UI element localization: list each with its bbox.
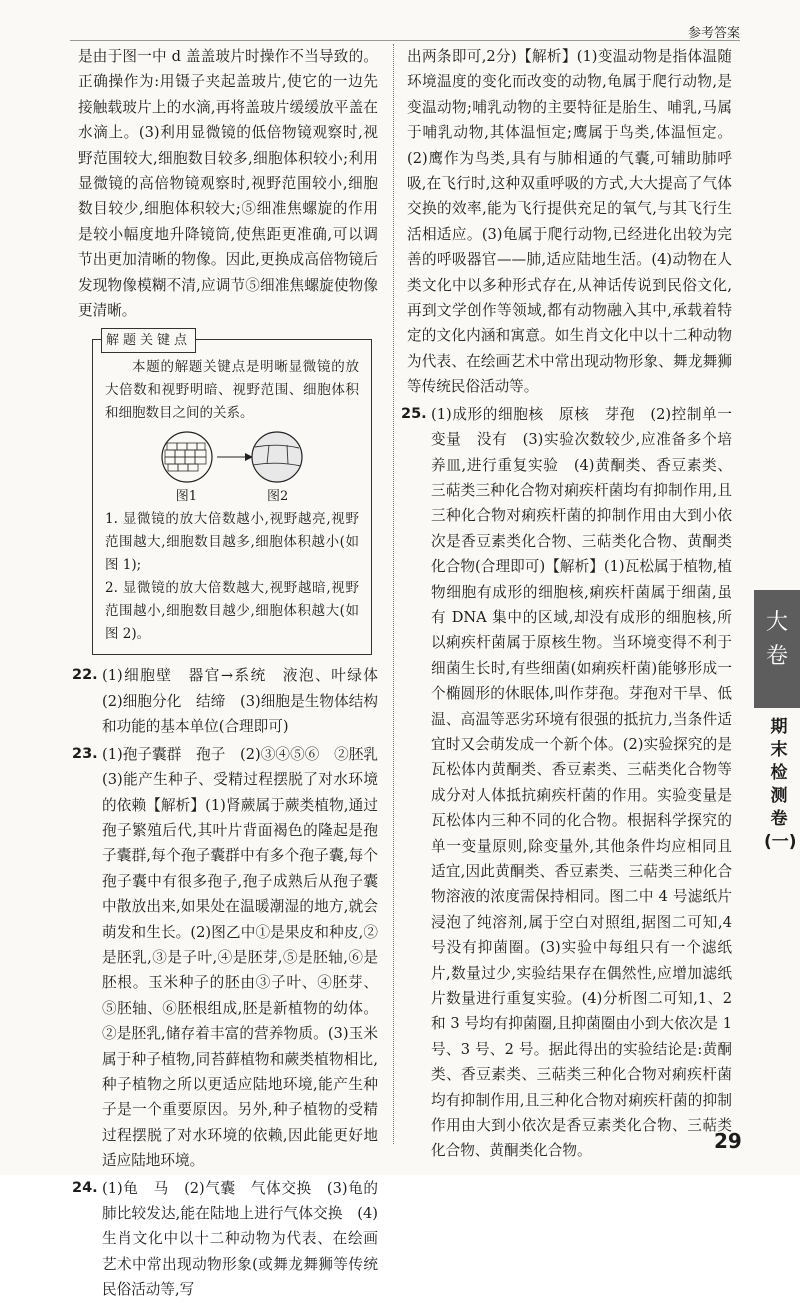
figure-1-caption: 图1	[175, 489, 197, 505]
microscope-figure	[105, 429, 359, 485]
right-column	[401, 44, 732, 1164]
key-point-text: 本题的解题关键点是明晰显微镜的放大倍数和视野明暗、视野范围、细胞体积和细胞数目之间的关系。	[105, 359, 359, 422]
answer-text: (1)成形的细胞核 原核 芽孢 (2)控制单一变量 没有 (3)实验次数较少,应准备多个培养皿,进行重复实验 (4)黄酮类、香豆素类、三萜类三种化合物对痢疾杆菌均有抑制作用,且三种化合物对痢疾杆菌的抑制作用由大到小依次是香豆素类化合物、三萜类化合物、黄酮类化合物(合理即可)【解析】(1)瓦松属于植物,植物细胞有成形的细胞核,痢疾杆菌属于细菌,虽有 DNA 集中的区域,却没有成形的细胞核,所以痢疾杆菌属于原核生物。当环境变得不利于细菌生长时,有些细菌(如痢疾杆菌)能够形成一个椭圆形的休眠体,叫作芽孢。芽孢对干旱、低温、高温等恶劣环境有很强的抵抗力,当条件适宜时又会萌发成一个新个体。(2)实验探究的是瓦松体内黄酮类、香豆素类、三萜类化合物等成分对人体抵抗痢疾杆菌的作用。实验变量是瓦松体内三种不同的化合物。根据科学探究的单一变量原则,除变量外,其他条件均应相同且适宜,因此黄酮类、香豆素类、三萜类三种化合物溶液的浓度需保持相同。图二中 4 号滤纸片浸泡了纯溶剂,属于空白对照组,据图二可知,4 号没有抑菌圈。(3)实验中每组只有一个滤纸片,数量过少,实验结果存在偶然性,应增加滤纸片数量进行重复实验。(4)分析图二可知,1、2 和 3 号均有抑菌圈,且抑菌圈由小到大依次是 1 号、3 号、2 号。据此得出的实验结论是:黄酮类、香豆素类、三萜类三种化合物对痢疾杆菌均有抑制作用,且三种化合物对痢疾杆菌的抑制作用由大到小依次是香豆素类化合物、三萜类化合物、黄酮类化合物。	[431, 405, 732, 1160]
figure-captions	[105, 485, 359, 508]
key-point-box	[92, 333, 372, 655]
key-note-1: 1. 显微镜的放大倍数越小,视野越亮,视野范围越大,细胞数目越多,细胞体积越小(如图 1);	[105, 511, 359, 574]
question-22	[72, 663, 393, 739]
question-number: 25.	[401, 405, 427, 422]
key-point-title: 解题关键点	[101, 328, 196, 353]
question-23	[72, 742, 393, 1174]
answer-text: (1)龟 马 (2)气囊 气体交换 (3)龟的肺比较发达,能在陆地上进行气体交换 (4)生肖文化中以十二种动物为代表、在绘画艺术中常出现动物形象(或舞龙舞狮等传统民俗活动等,写	[102, 1179, 378, 1299]
question-25	[401, 402, 732, 1164]
q24-continuation: 出两条即可,2分)【解析】(1)变温动物是指体温随环境温度的变化而改变的动物,龟属于爬行动物,是变温动物;哺乳动物的主要特征是胎生、哺乳,马属于哺乳动物,其体温恒定;鹰属于鸟类,体温恒定。(2)鹰作为鸟类,具有与肺相通的气囊,可辅助肺呼吸,在飞行时,这种双重呼吸的方式,大大提高了气体交换的效率,能为飞行提供充足的氧气,与其飞行生活相适应。(3)龟属于爬行动物,已经进化出较为完善的呼吸器官——肺,适应陆地生活。(4)动物在人类文化中以多种形式存在,从神话传说到民俗文化,再到文学创作等领域,都有动物融入其中,承载着特定的文化内涵和寓意。如生肖文化中以十二种动物为代表、在绘画艺术中常出现动物形象、舞龙舞狮等传统民俗活动等。	[407, 48, 732, 396]
header-rule	[70, 40, 740, 41]
answer-text: (1)细胞壁 器官→系统 液泡、叶绿体 (2)细胞分化 结缔 (3)细胞是生物体结构和功能的基本单位(合理即可)	[102, 667, 393, 736]
question-number: 22.	[72, 667, 98, 684]
side-tab-top: 大	[765, 610, 788, 635]
key-note-2: 2. 显微镜的放大倍数越大,视野越暗,视野范围越小,细胞数目越少,细胞体积越大(如图 2)。	[105, 580, 359, 643]
figure-2-caption: 图2	[267, 489, 289, 505]
question-24	[72, 1176, 378, 1303]
field-of-view-icon	[157, 429, 307, 485]
left-column	[72, 44, 393, 1303]
question-number: 23.	[72, 745, 98, 762]
side-section-label: 期末检测卷(一)	[764, 717, 797, 852]
q21-continuation: 是由于图一中 d 盖盖玻片时操作不当导致的。正确操作为:用镊子夹起盖玻片,使它的一边先接触载玻片上的水滴,再将盖玻片缓缓放平盖在水滴上。(3)利用显微镜的低倍物镜观察时,视野范围较大,细胞数目较多,细胞体积较小;利用显微镜的高倍物镜观察时,视野范围较小,细胞数目较少,细胞体积较大;⑤细准焦螺旋的作用是较小幅度地升降镜筒,使焦距更准确,可以调节出更加清晰的物像。因此,更换成高倍物镜后发现物像模糊不清,应调节⑤细准焦螺旋使物像更清晰。	[78, 48, 378, 320]
column-divider	[393, 44, 394, 1144]
answer-text: (1)孢子囊群 孢子 (2)③④⑤⑥ ②胚乳 (3)能产生种子、受精过程摆脱了对水环境的依赖【解析】(1)肾蕨属于蕨类植物,通过孢子繁殖后代,其叶片背面褐色的隆起是孢子囊群,每个孢子囊群中有多个孢子囊,每个孢子囊中有很多孢子,孢子成熟后从孢子囊中散放出来,如果处在温暖潮湿的地方,就会萌发和生长。(2)图乙中①是果皮和种皮,②是胚乳,③是子叶,④是胚芽,⑤是胚轴,⑥是胚根。玉米种子的胚由③子叶、④胚芽、⑤胚轴、⑥胚根组成,胚是新植物的幼体。②是胚乳,储存着丰富的营养物质。(3)玉米属于种子植物,同苔藓植物和蕨类植物相比,种子植物之所以更适应陆地环境,能产生种子是一个重要原因。另外,种子植物的受精过程摆脱了对水环境的依赖,因此能更好地适应陆地环境。	[102, 745, 393, 1170]
header-label: 参考答案	[687, 26, 740, 41]
question-number: 24.	[72, 1179, 98, 1196]
page-number: 29	[714, 1129, 742, 1153]
side-tab	[754, 590, 800, 708]
side-tab-bottom: 卷	[765, 644, 788, 669]
